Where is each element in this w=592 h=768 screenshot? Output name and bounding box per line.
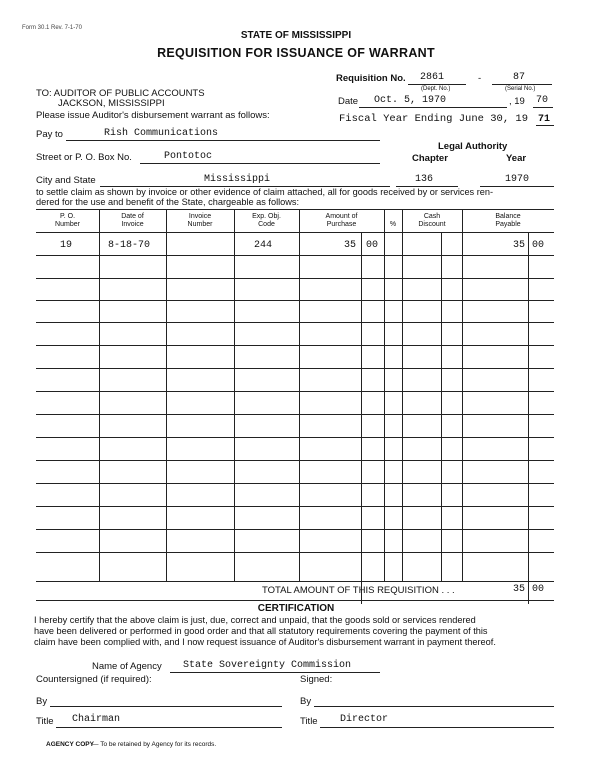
fiscal-year-value: 71 (538, 114, 551, 125)
serial-label: (Serial No.) (505, 86, 536, 92)
total-cents: 00 (532, 584, 545, 595)
certification-line2: have been delivered or performed in good order and that all statutory requirements covering the payment of this (34, 626, 488, 636)
serial-number: 87 (513, 72, 526, 83)
by-label-right: By (300, 696, 312, 707)
balance-cents-cell: 00 (532, 240, 545, 251)
header-cash-2: Discount (418, 221, 446, 228)
header-invoice-1: Invoice (188, 213, 212, 220)
countersigned-label: Countersigned (if required): (36, 674, 152, 685)
requisition-label: Requisition No. (336, 73, 406, 84)
street-label: Street or P. O. Box No. (36, 152, 132, 163)
pay-to-value: Rish Communications (104, 128, 219, 139)
requisition-dash: - (478, 73, 482, 84)
street-value: Pontotoc (164, 151, 213, 162)
exp-code-cell: 244 (254, 240, 273, 251)
year-label: Year (506, 153, 527, 164)
chapter-value: 136 (415, 174, 434, 185)
header-po-2: Number (55, 221, 80, 228)
header-amount-2: Purchase (326, 221, 357, 228)
header-exp-2: Code (258, 221, 275, 228)
to-jackson: JACKSON, MISSISSIPPI (58, 98, 165, 109)
header-invoice-2: Number (187, 221, 213, 228)
year-value: 1970 (505, 174, 530, 185)
header-exp-1: Exp. Obj. (252, 213, 281, 220)
date-year-prefix: , 19 (509, 96, 525, 107)
chapter-label: Chapter (412, 153, 448, 164)
date-label: Date (338, 96, 359, 107)
total-label: TOTAL AMOUNT OF THIS REQUISITION . . . (262, 585, 455, 596)
total-dollars: 35 (513, 584, 526, 595)
title-value-right: Director (340, 714, 389, 725)
header-percent: % (389, 221, 397, 228)
title-value-left: Chairman (72, 714, 121, 725)
balance-dollars-cell: 35 (513, 240, 526, 251)
header-date-2: Invoice (121, 221, 144, 228)
po-number-cell: 19 (60, 240, 73, 251)
agency-copy-text: — To be retained by Agency for its records. (92, 741, 217, 748)
city-value: Mississippi (204, 174, 271, 185)
please-issue-text: Please issue Auditor's disbursement warrant as follows: (36, 110, 270, 121)
to-auditor: TO: AUDITOR OF PUBLIC ACCOUNTS (36, 88, 205, 99)
header-po-1: P. O. (59, 213, 76, 220)
city-label: City and State (36, 175, 96, 186)
header-balance-2: Payable (495, 221, 521, 228)
certification-line3: claim have been complied with, and I now request issuance of Auditor's disbursement warrant in payment thereof. (34, 637, 496, 647)
title-label-left: Title (36, 716, 54, 727)
agency-copy-label: AGENCY COPY (46, 741, 94, 748)
certification-heading: CERTIFICATION (257, 603, 335, 614)
date-value: Oct. 5, 1970 (374, 95, 447, 106)
amount-cents-cell: 00 (366, 240, 379, 251)
page-title: REQUISITION FOR ISSUANCE OF WARRANT (157, 46, 435, 60)
by-label-left: By (36, 696, 48, 707)
date-year-value: 70 (536, 95, 549, 106)
header-cash-1: Cash (423, 213, 441, 220)
title-label-right: Title (300, 716, 318, 727)
agency-value: State Sovereignty Commission (183, 660, 352, 671)
fiscal-year-label: Fiscal Year Ending June 30, 19 (339, 113, 529, 125)
header-date-1: Date of (121, 213, 144, 220)
dept-label: (Dept. No.) (421, 86, 451, 92)
invoice-date-cell: 8-18-70 (108, 240, 151, 251)
dept-number: 2861 (420, 72, 445, 83)
agency-label: Name of Agency (92, 661, 162, 672)
header-amount-1: Amount of (325, 213, 358, 220)
settle-text-line1: to settle claim as shown by invoice or other evidence of claim attached, all for goods received by or services ren- (36, 187, 494, 197)
amount-dollars-cell: 35 (344, 240, 357, 251)
settle-text-line2: dered for the use and benefit of the State, chargeable as follows: (36, 197, 300, 207)
legal-authority-label: Legal Authority (438, 141, 508, 152)
pay-to-label: Pay to (36, 129, 63, 140)
header-balance-1: Balance (495, 213, 521, 220)
signed-label: Signed: (300, 674, 333, 685)
certification-line1: I hereby certify that the above claim is just, due, correct and unpaid, that the goods sold or services rendered (34, 615, 476, 625)
form-number: Form 30.1 Rev. 7-1-70 (22, 25, 82, 31)
state-heading: STATE OF MISSISSIPPI (240, 30, 352, 41)
